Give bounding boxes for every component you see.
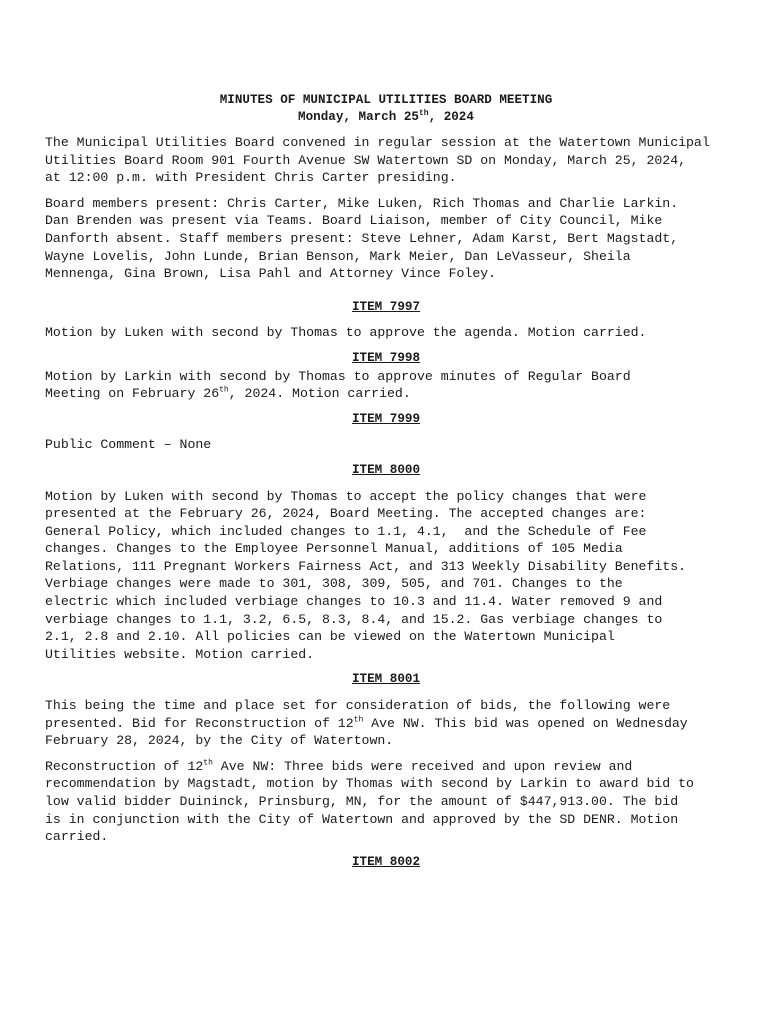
minutes-document [45, 92, 727, 879]
item-7999-heading: ITEM 7999 [351, 411, 421, 426]
item-8001-heading: ITEM 8001 [351, 672, 421, 687]
item-7999-text: Public Comment – None [45, 437, 212, 453]
item-8001-award-text: Reconstruction of 12th Ave NW: Three bids were received and upon review and recommendation by Magstadt, motion by Thomas with second by Larkin to award bid to low valid bidder Duininck, Prinsburg, MN, for the amount of $447,913.00. The bid is in conjunction with the City of Watertown and approved by the SD DENR. Motion carried. [45, 758, 694, 845]
item-7998-text: Motion by Larkin with second by Thomas to approve minutes of Regular Board Meeting on February 26th, 2024. Motion carried. [45, 368, 631, 402]
intro-paragraph: The Municipal Utilities Board convened in regular session at the Watertown Municipal Utilities Board Room 901 Fourth Avenue SW Watertown SD on Monday, March 25, 2024, at 12:00 p.m. with President Chris Carter presiding. [45, 135, 710, 186]
item-7998-heading: ITEM 7998 [351, 350, 421, 365]
item-7997-heading: ITEM 7997 [351, 299, 421, 314]
document-title: MINUTES OF MUNICIPAL UTILITIES BOARD MEETING [219, 93, 553, 107]
item-7997-text: Motion by Luken with second by Thomas to approve the agenda. Motion carried. [45, 325, 647, 341]
item-8000-text: Motion by Luken with second by Thomas to accept the policy changes that were presented at the February 26, 2024, Board Meeting. The accepted changes are: General Policy, which included changes to 1.1, 4.1, and the Schedule of Fee changes. Changes to the Employee Personnel Manual, additions of 105 Media Relations, 111 Pregnant Workers Fairness Act, and 313 Weekly Disability Benefits. Verbiage changes were made to 301, 308, 309, 505, and 701. Changes to the electric which included verbiage changes to 10.3 and 11.4. Water removed 9 and verbiage changes to 1.1, 3.2, 6.5, 8.3, 8.4, and 15.2. Gas verbiage changes to 2.1, 2.8 and 2.10. All policies can be viewed on the Watertown Municipal Utilities website. Motion carried. [45, 488, 687, 662]
item-8002-heading: ITEM 8002 [351, 854, 421, 869]
item-8001-bids-intro: This being the time and place set for consideration of bids, the following were presented. Bid for Reconstruction of 12th Ave NW. This bid was opened on Wednesday February 28, 2024, by the City of Watertown. [45, 698, 688, 749]
attendance-paragraph: Board members present: Chris Carter, Mike Luken, Rich Thomas and Charlie Larkin. Dan Brenden was present via Teams. Board Liaison, member of City Council, Mike Danforth absent. Staff members present: Steve Lehner, Adam Karst, Bert Magstadt, Wayne Lovelis, John Lunde, Brian Benson, Mark Meier, Dan LeVasseur, Sheila Mennenga, Gina Brown, Lisa Pahl and Attorney Vince Foley. [45, 195, 679, 282]
meeting-date: Monday, March 25th, 2024 [298, 108, 474, 124]
item-8000-heading: ITEM 8000 [351, 462, 421, 477]
